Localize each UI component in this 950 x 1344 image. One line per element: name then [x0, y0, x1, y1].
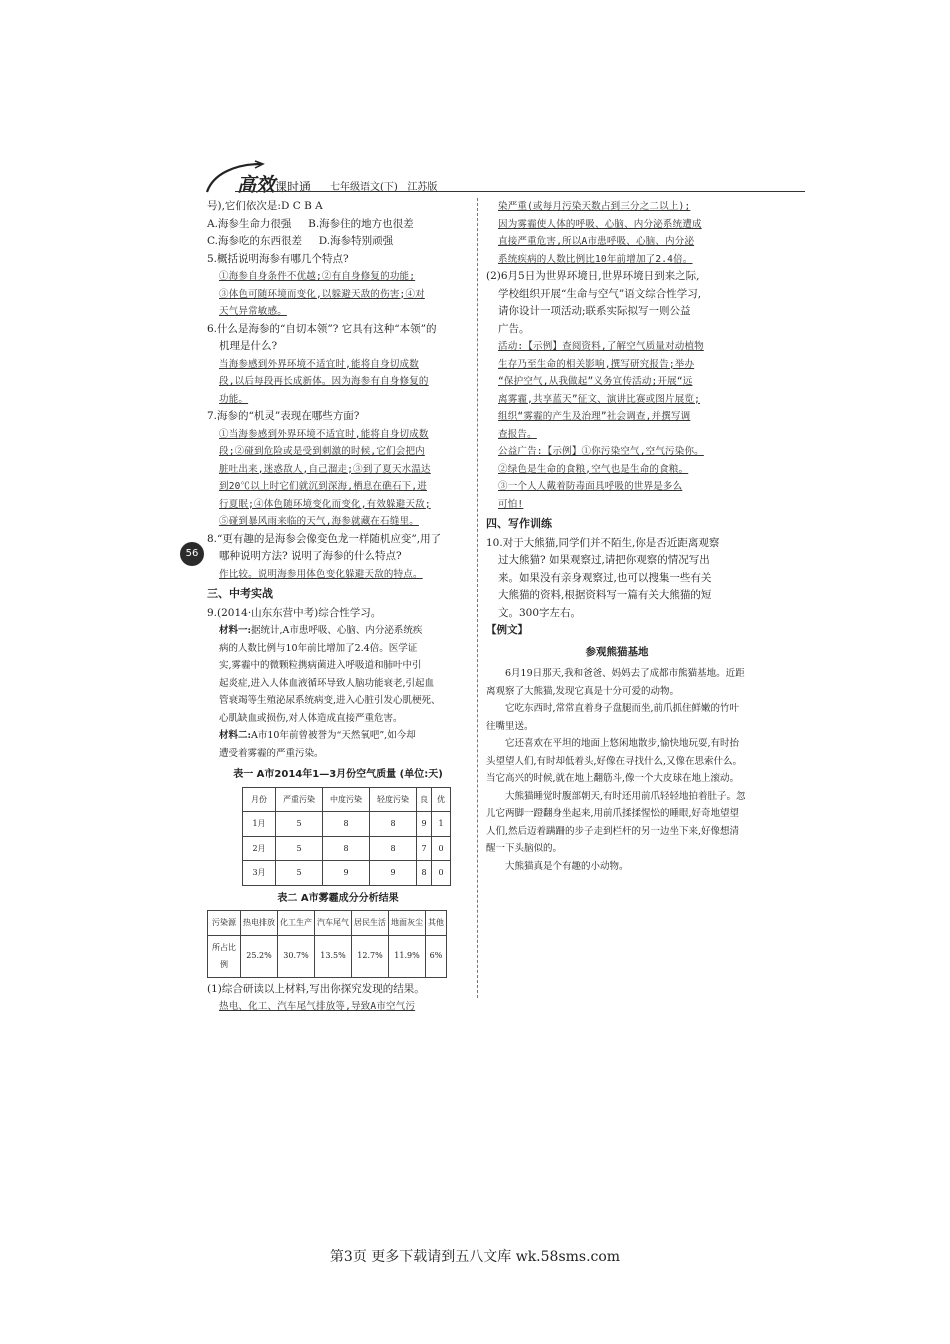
table-header: 污染源 — [208, 911, 241, 936]
answer-line: 到20℃以上时它们就沉到深海,栖息在礁石下,进 — [219, 481, 427, 492]
question-9-2: (2)6月5日为世界环境日,世界环境日到来之际, — [486, 270, 700, 282]
table-cell: 8 — [323, 812, 370, 837]
question-6-cont: 机理是什么? — [219, 340, 278, 352]
section-heading: 三、中考实战 — [207, 587, 273, 600]
table-header: 其他 — [426, 911, 447, 936]
answer-line: 生存乃至生命的相关影响,撰写研究报告;举办 — [498, 358, 695, 370]
table-header: 地面灰尘 — [389, 911, 426, 936]
question-10-cont: 文。300字左右。 — [498, 606, 582, 619]
table-row — [243, 861, 451, 886]
table-cell: 1 — [432, 812, 451, 837]
table-header: 汽车尾气 — [315, 911, 352, 936]
question-9-2-cont: 请你设计一项活动;联系实际拟写一则公益 — [498, 305, 691, 317]
table-cell: 13.5% — [315, 935, 352, 977]
answer-line: ①当海参感到外界环境不适宜时,能将自身切成数 — [219, 428, 429, 440]
answer-line: “保护空气,从我做起”义务宣传活动;开展“远 — [498, 376, 693, 387]
question-9-1: (1)综合研读以上材料,写出你探究发现的结果。 — [207, 982, 425, 995]
question-9: 9.(2014·山东东营中考)综合性学习。 — [207, 606, 382, 619]
example-paragraph: 它吃东西时,常常直着身子盘腿而坐,前爪抓住鲜嫩的竹叶往嘴里送。 — [486, 703, 740, 732]
answer-line: 天气异常敏感。 — [219, 306, 287, 317]
table-header-row — [243, 787, 451, 812]
answer-line: 离雾霾,共享蓝天”征文、演讲比赛或图片展览; — [498, 393, 701, 405]
table-cell: 0 — [432, 836, 451, 861]
answer-line: ③体色可随环境而变化,以躲避天敌的伤害;④对 — [219, 288, 425, 300]
table-cell: 所占比例 — [208, 935, 241, 977]
table-header: 居民生活 — [352, 911, 389, 936]
table-cell: 25.2% — [241, 935, 278, 977]
table-header-row — [208, 911, 447, 936]
question-8: 8.“更有趣的是海参会像变色龙一样随机应变”,用了 — [207, 532, 442, 545]
section-heading: 四、写作训练 — [486, 517, 552, 530]
table-cell: 3月 — [243, 861, 276, 886]
table-cell: 8 — [370, 812, 417, 837]
answer-line: 热电、化工、汽车尾气排放等,导致A市空气污 — [219, 1001, 416, 1012]
table-cell: 30.7% — [278, 935, 315, 977]
table-cell: 12.7% — [352, 935, 389, 977]
question-9-2-cont: 学校组织开展“生命与空气”语文综合性学习, — [498, 287, 702, 300]
table-header: 热电排放 — [241, 911, 278, 936]
question-10-cont: 大熊猫的资料,根据资料写一篇有关大熊猫的短 — [498, 589, 712, 601]
table-cell: 1月 — [243, 812, 276, 837]
page-number-badge: 56 — [180, 542, 204, 566]
example-label: 【例文】 — [486, 624, 528, 636]
question-7: 7.海参的“机灵”表现在哪些方面? — [207, 410, 360, 422]
answer-line: 脏吐出来,迷惑敌人,自己溜走;③到了夏天水温达 — [219, 463, 431, 475]
table-cell: 8 — [417, 861, 432, 886]
example-paragraph: 它还喜欢在平坦的地面上悠闲地散步,愉快地玩耍,有时抬头望望人们,有时却低着头,好像在寻找什么,又像在思索什么。当它高兴的时候,就在地上翻筋斗,像一个大皮球在地上滚动。 — [486, 738, 743, 784]
answer-line: ⑤碰到暴风雨来临的天气,海参就藏在石缝里。 — [219, 516, 419, 527]
table-cell: 5 — [276, 861, 323, 886]
smog-composition-table — [207, 910, 447, 978]
question-9-2-cont: 广告。 — [498, 322, 530, 335]
example-paragraph: 大熊猫真是个有趣的小动物。 — [505, 860, 629, 872]
right-column — [486, 198, 748, 875]
header-rule — [235, 191, 805, 192]
table-cell: 8 — [370, 836, 417, 861]
brand-logo: 高效课时通 — [237, 174, 312, 196]
table-cell: 11.9% — [389, 935, 426, 977]
table2-caption: 表二 A市雾霾成分分析结果 — [277, 892, 399, 904]
page-footer: 第3页 更多下载请到五八文库 wk.58sms.com — [329, 1249, 621, 1265]
table-cell: 6% — [426, 935, 447, 977]
table-header: 严重污染 — [276, 787, 323, 812]
answer-line: 活动:【示例】查阅资料,了解空气质量对动植物 — [498, 341, 704, 352]
table-cell: 7 — [417, 836, 432, 861]
column-divider — [477, 198, 478, 998]
table-row — [243, 812, 451, 837]
table-header: 化工生产 — [278, 911, 315, 936]
left-column — [207, 198, 469, 1016]
answer-line: ①海参自身条件不优越;②有自身修复的功能; — [219, 271, 416, 282]
table-header: 良 — [417, 787, 432, 812]
material-1: 材料一:据统计,A市患呼吸、心脑、内分泌系统疾 病的人数比例与10年前比增加了2.4倍。医学证 实,雾霾中的微颗粒携病菌进入呼吸道和肺叶中引 起炎症,进入人体血液循环导致人脑功能衰老,引起血 管衰竭等生殖泌尿系统病变,进入心脏引发心肌梗死、 心肌缺血或损伤,对人体造成直接严重危害。 — [219, 625, 441, 724]
question-10: 10.对于大熊猫,同学们并不陌生,你是否近距离观察 — [486, 536, 720, 549]
answer-line: ②绿色是生命的食粮,空气也是生命的食粮。 — [498, 463, 689, 475]
example-paragraph: 6月19日那天,我和爸爸、妈妈去了成都市熊猫基地。近距离观察了大熊猫,发现它真是十分可爱的动物。 — [486, 668, 745, 697]
question-10-cont: 过大熊猫? 如果观察过,请把你观察的情况写出 — [498, 554, 710, 566]
answer-line: 行夏眠;④体色随环境变化而变化,有效躲避天敌; — [219, 498, 431, 510]
table-cell: 5 — [276, 812, 323, 837]
option-row: A.海参生命力很强 B.海参住的地方也很差 — [207, 217, 414, 230]
air-quality-table — [242, 787, 451, 886]
answer-line: 作比较。说明海参用体色变化躲避天敌的特点。 — [219, 568, 423, 580]
answer-line: ③一个人人戴着防毒面具呼吸的世界是多么 — [498, 481, 683, 492]
table-header: 月份 — [243, 787, 276, 812]
answer-line: 直接严重危害,所以A市患呼吸、心脑、内分泌 — [498, 236, 695, 247]
table-header: 优 — [432, 787, 451, 812]
question-8-cont: 哪种说明方法? 说明了海参的什么特点? — [219, 550, 402, 562]
answer-line: 组织“雾霾的产生及治理”社会调查,并撰写调 — [498, 411, 691, 422]
question-6: 6.什么是海参的“自切本领”? 它具有这种“本领”的 — [207, 322, 437, 335]
answer-line: 号),它们依次是:D C B A — [207, 200, 323, 212]
answer-line: 因为雾霾使人体的呼吸、心脑、内分泌系统遭成 — [498, 218, 702, 230]
table-row — [208, 935, 447, 977]
material-2: 材料二:A市10年前曾被誉为“天然氧吧”,如今却 遭受着雾霾的严重污染。 — [219, 730, 416, 759]
answer-line: 染严重(或每月污染天数占到三分之二以上); — [498, 201, 691, 212]
answer-line: 系统疾病的人数比例比10年前增加了2.4倍。 — [498, 253, 693, 265]
table-header: 中度污染 — [323, 787, 370, 812]
question-5: 5.概括说明海参有哪几个特点? — [207, 252, 349, 265]
option-row: C.海参吃的东西很差 D.海参特别顽强 — [207, 235, 394, 247]
question-10-cont: 来。如果没有亲身观察过,也可以搜集一些有关 — [498, 571, 712, 584]
answer-line: 可怕! — [498, 498, 524, 510]
answer-line: 当海参感到外界环境不适宜时,能将自身切成数 — [219, 358, 419, 370]
page-header — [205, 160, 805, 196]
table1-caption: 表一 A市2014年1—3月份空气质量 (单位:天) — [233, 769, 443, 780]
table-cell: 8 — [323, 836, 370, 861]
answer-line: 段;②碰到危险或是受到刺激的时候,它们会把内 — [219, 446, 425, 457]
table-row — [243, 836, 451, 861]
table-cell: 9 — [370, 861, 417, 886]
answer-line: 段,以后每段再长成新体。因为海参有自身修复的 — [219, 376, 429, 387]
answer-line: 查报告。 — [498, 428, 537, 440]
example-title: 参观熊猫基地 — [585, 645, 649, 658]
table-cell: 9 — [417, 812, 432, 837]
answer-line: 公益广告:【示例】①你污染空气,空气污染你。 — [498, 446, 704, 457]
table-cell: 2月 — [243, 836, 276, 861]
header-subtitle: 七年级语文(下) 江苏版 — [330, 182, 438, 193]
answer-line: 功能。 — [219, 393, 249, 405]
table-cell: 0 — [432, 861, 451, 886]
table-header: 轻度污染 — [370, 787, 417, 812]
table-cell: 9 — [323, 861, 370, 886]
table-cell: 5 — [276, 836, 323, 861]
example-paragraph: 大熊猫睡觉时腹部朝天,有时还用前爪轻轻地拍着肚子。忽儿它两脚一蹬翻身坐起来,用前爪揉揉惺忪的睡眼,好奇地望望人们,然后迈着蹒跚的步子走到栏杆的另一边坐下来,好像想清醒一下头脑似的。 — [486, 790, 746, 854]
